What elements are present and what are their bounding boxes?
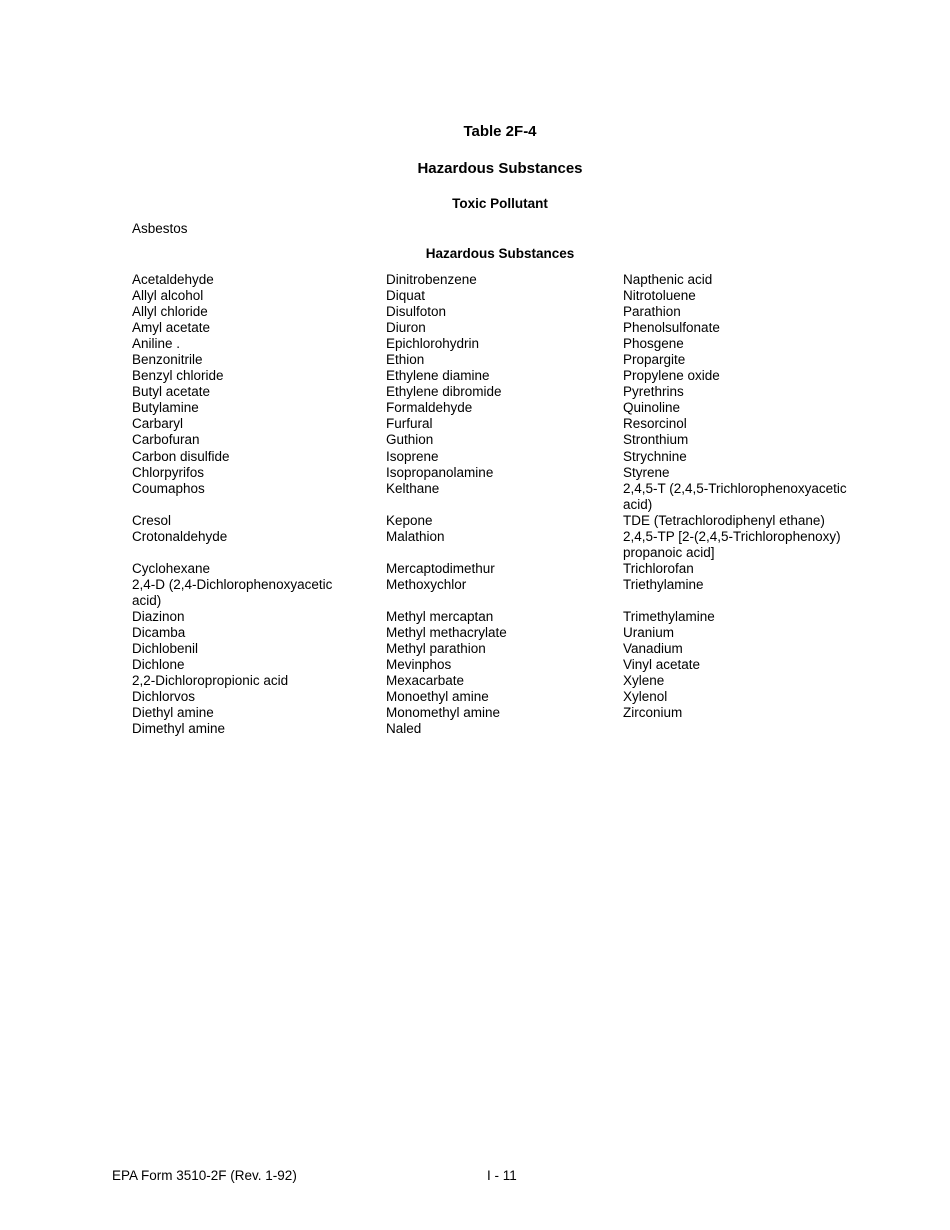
list-item: Carbaryl (132, 416, 184, 432)
list-item: Trimethylamine (623, 608, 715, 624)
list-item: Phenolsulfonate (623, 320, 720, 336)
list-item: Benzonitrile (132, 352, 203, 368)
list-item: Aniline . (132, 336, 181, 352)
list-item: Monoethyl amine (386, 689, 489, 705)
list-item: 2,2-Dichloropropionic acid (132, 673, 289, 689)
list-item: Mexacarbate (386, 673, 465, 689)
list-item: Naled (386, 721, 422, 737)
list-item: Diquat (386, 288, 426, 304)
list-item: Dichlone (132, 657, 185, 673)
list-spacer (132, 545, 357, 561)
list-item: Napthenic acid (623, 272, 713, 287)
list-item: Benzyl chloride (132, 368, 224, 384)
substance-column-1 (132, 272, 357, 737)
list-item: Diuron (386, 320, 426, 336)
list-item: Nitrotoluene (623, 288, 696, 304)
list-item: Methyl methacrylate (386, 625, 507, 641)
list-item: Vinyl acetate (623, 657, 701, 673)
list-item: Dichlobenil (132, 641, 199, 657)
list-item: Dicamba (132, 625, 186, 641)
list-item: Styrene (623, 464, 670, 480)
list-item: Strychnine (623, 448, 687, 464)
list-spacer (132, 497, 357, 513)
list-item: Cresol (132, 512, 172, 528)
list-item: Diazinon (132, 608, 185, 624)
list-item: Resorcinol (623, 416, 687, 432)
list-item: Cyclohexane (132, 560, 211, 576)
list-item: Xylenol (623, 689, 668, 705)
list-item: Kelthane (386, 480, 440, 496)
list-item: Acetaldehyde (132, 272, 214, 287)
list-item: Pyrethrins (623, 384, 684, 400)
list-item: 2,4,5-TP [2-(2,4,5-Trichlorophenoxy) propanoic acid] (623, 528, 841, 560)
page-title: Hazardous Substances (417, 160, 583, 177)
substance-column-3 (623, 272, 868, 721)
list-item: Diethyl amine (132, 705, 214, 721)
list-item: Dimethyl amine (132, 721, 226, 737)
list-item: Allyl alcohol (132, 288, 204, 304)
list-item: Xylene (623, 673, 665, 689)
list-item: Epichlorohydrin (386, 336, 480, 352)
toxic-pollutant-heading: Toxic Pollutant (452, 196, 548, 211)
list-item: Amyl acetate (132, 320, 211, 336)
list-item: Methoxychlor (386, 576, 467, 592)
list-item: Mevinphos (386, 657, 452, 673)
list-item: Dinitrobenzene (386, 272, 477, 287)
list-item: Crotonaldehyde (132, 528, 228, 544)
list-item: Isopropanolamine (386, 464, 494, 480)
list-item: Propylene oxide (623, 368, 720, 384)
substance-column-2 (386, 272, 611, 737)
list-item: Guthion (386, 432, 434, 448)
list-item: Methyl mercaptan (386, 608, 494, 624)
list-item: Triethylamine (623, 576, 704, 592)
list-item: Ethion (386, 352, 425, 368)
form-identifier: EPA Form 3510-2F (Rev. 1-92) (112, 1168, 297, 1183)
list-item: 2,4-D (2,4-Dichlorophenoxyacetic acid) (132, 576, 333, 608)
list-item: Zirconium (623, 705, 683, 721)
list-item: 2,4,5-T (2,4,5-Trichlorophenoxyacetic acid) (623, 480, 847, 512)
list-item: Allyl chloride (132, 304, 208, 320)
list-item: Mercaptodimethur (386, 560, 495, 576)
list-item: Parathion (623, 304, 681, 320)
list-item: Uranium (623, 625, 675, 641)
list-item: Ethylene diamine (386, 368, 490, 384)
list-item: Trichlorofan (623, 560, 694, 576)
list-item: Vanadium (623, 641, 683, 657)
list-item: Kepone (386, 512, 433, 528)
list-item: Isoprene (386, 448, 439, 464)
list-item: Furfural (386, 416, 433, 432)
table-number: Table 2F-4 (463, 123, 537, 140)
toxic-pollutant-item: Asbestos (132, 221, 188, 236)
list-spacer (623, 593, 868, 609)
list-item: Coumaphos (132, 480, 205, 496)
list-item: Butylamine (132, 400, 199, 416)
list-item: Malathion (386, 528, 445, 544)
list-spacer (386, 497, 611, 513)
list-item: Monomethyl amine (386, 705, 501, 721)
list-item: Phosgene (623, 336, 684, 352)
list-spacer (386, 545, 611, 561)
list-item: Ethylene dibromide (386, 384, 502, 400)
list-item: Formaldehyde (386, 400, 473, 416)
hazardous-substances-heading: Hazardous Substances (425, 246, 575, 261)
list-item: Carbofuran (132, 432, 200, 448)
list-item: Carbon disulfide (132, 448, 230, 464)
list-item: Stronthium (623, 432, 689, 448)
list-item: Methyl parathion (386, 641, 486, 657)
list-item: Quinoline (623, 400, 681, 416)
page-number: I - 11 (487, 1168, 517, 1183)
list-item: Dichlorvos (132, 689, 196, 705)
list-item: TDE (Tetrachlorodiphenyl ethane) (623, 512, 825, 528)
list-spacer (386, 593, 611, 609)
list-item: Disulfoton (386, 304, 447, 320)
list-item: Chlorpyrifos (132, 464, 205, 480)
list-item: Butyl acetate (132, 384, 211, 400)
list-item: Propargite (623, 352, 686, 368)
